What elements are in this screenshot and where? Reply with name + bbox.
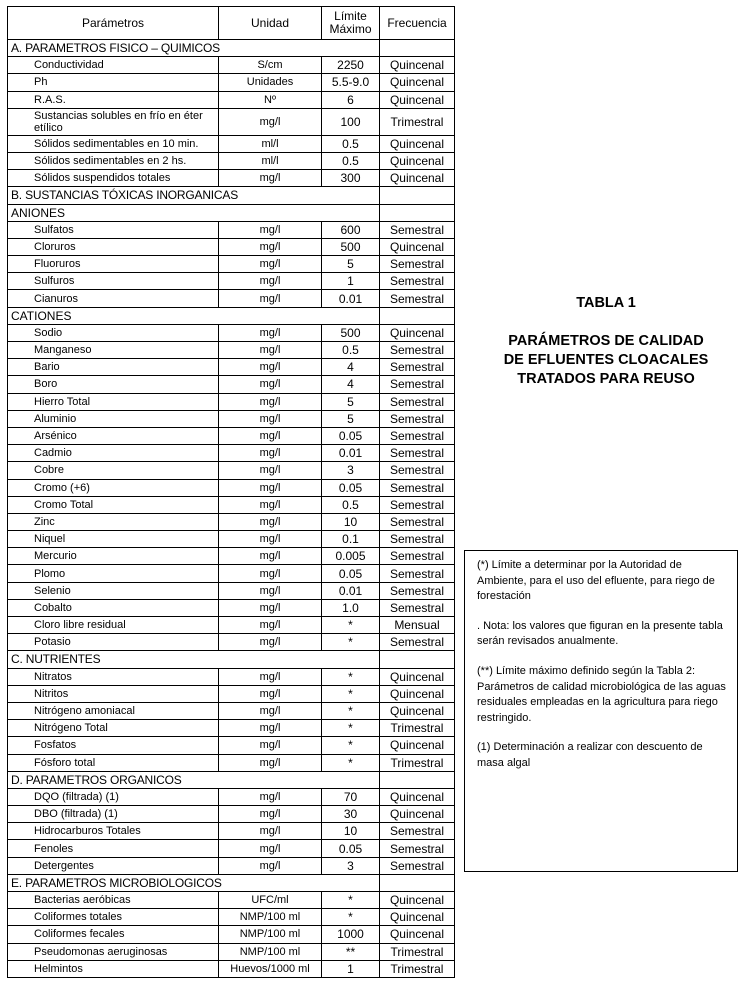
frequency-cell: Semestral [380, 445, 455, 462]
table-row [8, 410, 455, 427]
unit-cell: NMP/100 ml [219, 909, 322, 926]
table-row [8, 393, 455, 410]
limit-cell: 0.01 [322, 290, 380, 307]
limit-cell: 3 [322, 462, 380, 479]
param-name-cell: Cloro libre residual [8, 617, 219, 634]
section-title: C. NUTRIENTES [8, 651, 380, 668]
subsection-header-row [8, 204, 455, 221]
table-row [8, 91, 455, 108]
limit-cell: * [322, 909, 380, 926]
unit-cell: mg/l [219, 806, 322, 823]
frequency-cell: Quincenal [380, 170, 455, 187]
unit-cell: mg/l [219, 565, 322, 582]
frequency-cell: Semestral [380, 634, 455, 651]
table-row [8, 960, 455, 977]
frequency-cell: Semestral [380, 513, 455, 530]
frequency-cell: Quincenal [380, 324, 455, 341]
table-row [8, 702, 455, 719]
unit-cell: mg/l [219, 342, 322, 359]
table-row [8, 359, 455, 376]
unit-cell: mg/l [219, 273, 322, 290]
param-name-cell: Sólidos sedimentables en 10 min. [8, 135, 219, 152]
unit-cell: mg/l [219, 479, 322, 496]
unit-cell: mg/l [219, 496, 322, 513]
frequency-cell: Quincenal [380, 788, 455, 805]
unit-cell: mg/l [219, 840, 322, 857]
table-row [8, 617, 455, 634]
table-row [8, 152, 455, 169]
unit-cell: mg/l [219, 393, 322, 410]
table-row [8, 634, 455, 651]
param-name-cell: Cianuros [8, 290, 219, 307]
limit-cell: 0.05 [322, 840, 380, 857]
table-row [8, 108, 455, 135]
param-name-cell: Manganeso [8, 342, 219, 359]
frequency-cell: Trimestral [380, 943, 455, 960]
table-row [8, 754, 455, 771]
param-name-cell: Hidrocarburos Totales [8, 823, 219, 840]
unit-cell: mg/l [219, 531, 322, 548]
param-name-cell: Cobalto [8, 599, 219, 616]
limit-cell: 300 [322, 170, 380, 187]
frequency-cell: Semestral [380, 376, 455, 393]
table-row [8, 479, 455, 496]
limit-cell: 500 [322, 238, 380, 255]
param-name-cell: Nitratos [8, 668, 219, 685]
table-caption: PARÁMETROS DE CALIDAD DE EFLUENTES CLOACALES TRATADOS PARA REUSO [503, 333, 709, 387]
empty-cell [380, 651, 455, 668]
table-row [8, 221, 455, 238]
table-row [8, 513, 455, 530]
table-row [8, 324, 455, 341]
parameters-table [7, 6, 455, 978]
table-row [8, 445, 455, 462]
limit-cell: * [322, 737, 380, 754]
limit-cell: 70 [322, 788, 380, 805]
param-name-cell: Mercurio [8, 548, 219, 565]
limit-cell: * [322, 892, 380, 909]
unit-cell: mg/l [219, 857, 322, 874]
unit-cell: Nº [219, 91, 322, 108]
frequency-cell: Quincenal [380, 685, 455, 702]
param-name-cell: Arsénico [8, 427, 219, 444]
frequency-cell: Semestral [380, 359, 455, 376]
frequency-cell: Quincenal [380, 152, 455, 169]
unit-cell: mg/l [219, 668, 322, 685]
limit-cell: 5 [322, 410, 380, 427]
header-parametros: Parámetros [8, 7, 219, 40]
unit-cell: mg/l [219, 720, 322, 737]
frequency-cell: Semestral [380, 462, 455, 479]
limit-cell: 0.5 [322, 496, 380, 513]
limit-cell: 5.5-9.0 [322, 74, 380, 91]
table-row [8, 823, 455, 840]
param-name-cell: Nitrógeno Total [8, 720, 219, 737]
limit-cell: 0.05 [322, 479, 380, 496]
limit-cell: 0.01 [322, 582, 380, 599]
limit-cell: 0.05 [322, 427, 380, 444]
table-row [8, 943, 455, 960]
table-row [8, 720, 455, 737]
param-name-cell: Zinc [8, 513, 219, 530]
param-name-cell: Bacterias aeróbicas [8, 892, 219, 909]
frequency-cell: Trimestral [380, 754, 455, 771]
param-name-cell: Potasio [8, 634, 219, 651]
header-limite-line1: Límite [334, 9, 367, 23]
frequency-cell: Quincenal [380, 57, 455, 74]
frequency-cell: Semestral [380, 290, 455, 307]
table-header-row [8, 7, 455, 40]
limit-cell: 0.5 [322, 152, 380, 169]
limit-cell: 4 [322, 359, 380, 376]
section-title: B. SUSTANCIAS TÓXICAS INORGANICAS [8, 187, 380, 204]
table-row [8, 427, 455, 444]
frequency-cell: Quincenal [380, 737, 455, 754]
table-row [8, 806, 455, 823]
subsection-title: ANIONES [8, 204, 380, 221]
frequency-cell: Quincenal [380, 702, 455, 719]
table-row [8, 462, 455, 479]
unit-cell: Unidades [219, 74, 322, 91]
limit-cell: * [322, 720, 380, 737]
frequency-cell: Semestral [380, 857, 455, 874]
unit-cell: mg/l [219, 170, 322, 187]
limit-cell: 2250 [322, 57, 380, 74]
frequency-cell: Quincenal [380, 135, 455, 152]
limit-cell: * [322, 685, 380, 702]
frequency-cell: Semestral [380, 599, 455, 616]
frequency-cell: Quincenal [380, 892, 455, 909]
param-name-cell: Boro [8, 376, 219, 393]
unit-cell: mg/l [219, 823, 322, 840]
unit-cell: NMP/100 ml [219, 943, 322, 960]
unit-cell: UFC/ml [219, 892, 322, 909]
table-row [8, 892, 455, 909]
param-name-cell: Fosfatos [8, 737, 219, 754]
param-name-cell: Bario [8, 359, 219, 376]
table-row [8, 565, 455, 582]
limit-cell: ** [322, 943, 380, 960]
param-name-cell: Cromo Total [8, 496, 219, 513]
frequency-cell: Semestral [380, 410, 455, 427]
frequency-cell: Mensual [380, 617, 455, 634]
param-name-cell: Sulfatos [8, 221, 219, 238]
subsection-header-row [8, 307, 455, 324]
unit-cell: mg/l [219, 582, 322, 599]
frequency-cell: Trimestral [380, 720, 455, 737]
header-frecuencia: Frecuencia [380, 7, 455, 40]
frequency-cell: Quincenal [380, 91, 455, 108]
param-name-cell: Helmintos [8, 960, 219, 977]
frequency-cell: Semestral [380, 565, 455, 582]
table-row [8, 290, 455, 307]
param-name-cell: Detergentes [8, 857, 219, 874]
section-title: D. PARAMETROS ORGANICOS [8, 771, 380, 788]
limit-cell: 10 [322, 823, 380, 840]
table-row [8, 342, 455, 359]
limit-cell: 1000 [322, 926, 380, 943]
frequency-cell: Semestral [380, 479, 455, 496]
frequency-cell: Quincenal [380, 926, 455, 943]
unit-cell: ml/l [219, 152, 322, 169]
unit-cell: mg/l [219, 634, 322, 651]
limit-cell: 0.01 [322, 445, 380, 462]
table-row [8, 376, 455, 393]
table-title-block [470, 294, 742, 389]
limit-cell: 30 [322, 806, 380, 823]
section-header-row [8, 651, 455, 668]
table-row [8, 788, 455, 805]
param-name-cell: Cobre [8, 462, 219, 479]
section-header-row [8, 771, 455, 788]
limit-cell: 1 [322, 960, 380, 977]
table-row [8, 548, 455, 565]
frequency-cell: Semestral [380, 256, 455, 273]
frequency-cell: Semestral [380, 548, 455, 565]
limit-cell: * [322, 702, 380, 719]
table-row [8, 737, 455, 754]
limit-cell: 3 [322, 857, 380, 874]
param-name-cell: Fósforo total [8, 754, 219, 771]
limit-cell: * [322, 617, 380, 634]
param-name-cell: Selenio [8, 582, 219, 599]
param-name-cell: Cloruros [8, 238, 219, 255]
header-limite-maximo [322, 7, 380, 40]
frequency-cell: Quincenal [380, 238, 455, 255]
table-row [8, 685, 455, 702]
frequency-cell: Trimestral [380, 108, 455, 135]
table-row [8, 496, 455, 513]
param-name-cell: Pseudomonas aeruginosas [8, 943, 219, 960]
unit-cell: mg/l [219, 290, 322, 307]
param-name-cell: Sustancias solubles en frío en éter etílico [8, 108, 219, 135]
param-name-cell: Nitrógeno amoniacal [8, 702, 219, 719]
section-header-row [8, 187, 455, 204]
frequency-cell: Semestral [380, 823, 455, 840]
unit-cell: mg/l [219, 238, 322, 255]
limit-cell: * [322, 634, 380, 651]
unit-cell: mg/l [219, 599, 322, 616]
frequency-cell: Trimestral [380, 960, 455, 977]
limit-cell: 500 [322, 324, 380, 341]
empty-cell [380, 40, 455, 57]
frequency-cell: Quincenal [380, 74, 455, 91]
table-row [8, 840, 455, 857]
table-row [8, 668, 455, 685]
param-name-cell: Ph [8, 74, 219, 91]
unit-cell: S/cm [219, 57, 322, 74]
limit-cell: 100 [322, 108, 380, 135]
table-row [8, 256, 455, 273]
param-name-cell: Sólidos sedimentables en 2 hs. [8, 152, 219, 169]
limit-cell: 6 [322, 91, 380, 108]
limit-cell: 4 [322, 376, 380, 393]
frequency-cell: Semestral [380, 840, 455, 857]
unit-cell: mg/l [219, 256, 322, 273]
param-name-cell: Cromo (+6) [8, 479, 219, 496]
table-row [8, 238, 455, 255]
unit-cell: NMP/100 ml [219, 926, 322, 943]
limit-cell: 0.5 [322, 135, 380, 152]
frequency-cell: Semestral [380, 582, 455, 599]
empty-cell [380, 204, 455, 221]
unit-cell: mg/l [219, 221, 322, 238]
limit-cell: * [322, 668, 380, 685]
table-number: TABLA 1 [576, 295, 636, 311]
section-header-row [8, 874, 455, 891]
frequency-cell: Quincenal [380, 668, 455, 685]
unit-cell: mg/l [219, 788, 322, 805]
table-row [8, 273, 455, 290]
param-name-cell: Cadmio [8, 445, 219, 462]
frequency-cell: Quincenal [380, 909, 455, 926]
param-name-cell: Sulfuros [8, 273, 219, 290]
param-name-cell: Hierro Total [8, 393, 219, 410]
table-row [8, 909, 455, 926]
unit-cell: mg/l [219, 548, 322, 565]
unit-cell: mg/l [219, 359, 322, 376]
section-title: A. PARAMETROS FISICO – QUIMICOS [8, 40, 380, 57]
header-unidad: Unidad [219, 7, 322, 40]
frequency-cell: Semestral [380, 496, 455, 513]
frequency-cell: Semestral [380, 342, 455, 359]
note-algal-mass: (1) Determinación a realizar con descuento de masa algal [477, 741, 703, 769]
param-name-cell: DBO (filtrada) (1) [8, 806, 219, 823]
unit-cell: Huevos/1000 ml [219, 960, 322, 977]
limit-cell: 10 [322, 513, 380, 530]
table-row [8, 599, 455, 616]
unit-cell: mg/l [219, 410, 322, 427]
table-row [8, 531, 455, 548]
unit-cell: mg/l [219, 617, 322, 634]
param-name-cell: Sólidos suspendidos totales [8, 170, 219, 187]
param-name-cell: Fenoles [8, 840, 219, 857]
table-row [8, 74, 455, 91]
limit-cell: 600 [322, 221, 380, 238]
unit-cell: mg/l [219, 513, 322, 530]
table-row [8, 135, 455, 152]
note-double-asterisk: (**) Límite máximo definido según la Tabla 2: Parámetros de calidad microbiológica de las aguas residuales empleadas en la agricultura para riego restringido. [477, 664, 726, 724]
unit-cell: mg/l [219, 108, 322, 135]
limit-cell: 0.005 [322, 548, 380, 565]
param-name-cell: Plomo [8, 565, 219, 582]
table-row [8, 857, 455, 874]
param-name-cell: Niquel [8, 531, 219, 548]
unit-cell: mg/l [219, 427, 322, 444]
note-review: . Nota: los valores que figuran en la presente tabla serán revisados anualmente. [477, 619, 723, 648]
param-name-cell: R.A.S. [8, 91, 219, 108]
frequency-cell: Semestral [380, 393, 455, 410]
unit-cell: mg/l [219, 685, 322, 702]
param-name-cell: Fluoruros [8, 256, 219, 273]
frequency-cell: Semestral [380, 221, 455, 238]
section-header-row [8, 40, 455, 57]
note-asterisk: (*) Límite a determinar por la Autoridad de Ambiente, para el uso del efluente, para riego de forestación [477, 559, 715, 603]
table-row [8, 170, 455, 187]
param-name-cell: Conductividad [8, 57, 219, 74]
limit-cell: * [322, 754, 380, 771]
limit-cell: 1 [322, 273, 380, 290]
empty-cell [380, 771, 455, 788]
param-name-cell: Nitritos [8, 685, 219, 702]
unit-cell: mg/l [219, 445, 322, 462]
param-name-cell: Aluminio [8, 410, 219, 427]
empty-cell [380, 307, 455, 324]
limit-cell: 5 [322, 256, 380, 273]
header-limite-line2: Máximo [329, 22, 372, 36]
unit-cell: mg/l [219, 462, 322, 479]
limit-cell: 5 [322, 393, 380, 410]
limit-cell: 0.5 [322, 342, 380, 359]
param-name-cell: Coliformes fecales [8, 926, 219, 943]
param-name-cell: DQO (filtrada) (1) [8, 788, 219, 805]
frequency-cell: Quincenal [380, 806, 455, 823]
frequency-cell: Semestral [380, 427, 455, 444]
notes-box [464, 550, 738, 872]
unit-cell: mg/l [219, 376, 322, 393]
table-row [8, 57, 455, 74]
unit-cell: mg/l [219, 702, 322, 719]
unit-cell: mg/l [219, 737, 322, 754]
section-title: E. PARAMETROS MICROBIOLOGICOS [8, 874, 380, 891]
limit-cell: 0.05 [322, 565, 380, 582]
unit-cell: mg/l [219, 754, 322, 771]
table-row [8, 926, 455, 943]
unit-cell: ml/l [219, 135, 322, 152]
param-name-cell: Sodio [8, 324, 219, 341]
frequency-cell: Semestral [380, 273, 455, 290]
empty-cell [380, 187, 455, 204]
param-name-cell: Coliformes totales [8, 909, 219, 926]
frequency-cell: Semestral [380, 531, 455, 548]
limit-cell: 1.0 [322, 599, 380, 616]
unit-cell: mg/l [219, 324, 322, 341]
limit-cell: 0.1 [322, 531, 380, 548]
empty-cell [380, 874, 455, 891]
table-row [8, 582, 455, 599]
subsection-title: CATIONES [8, 307, 380, 324]
